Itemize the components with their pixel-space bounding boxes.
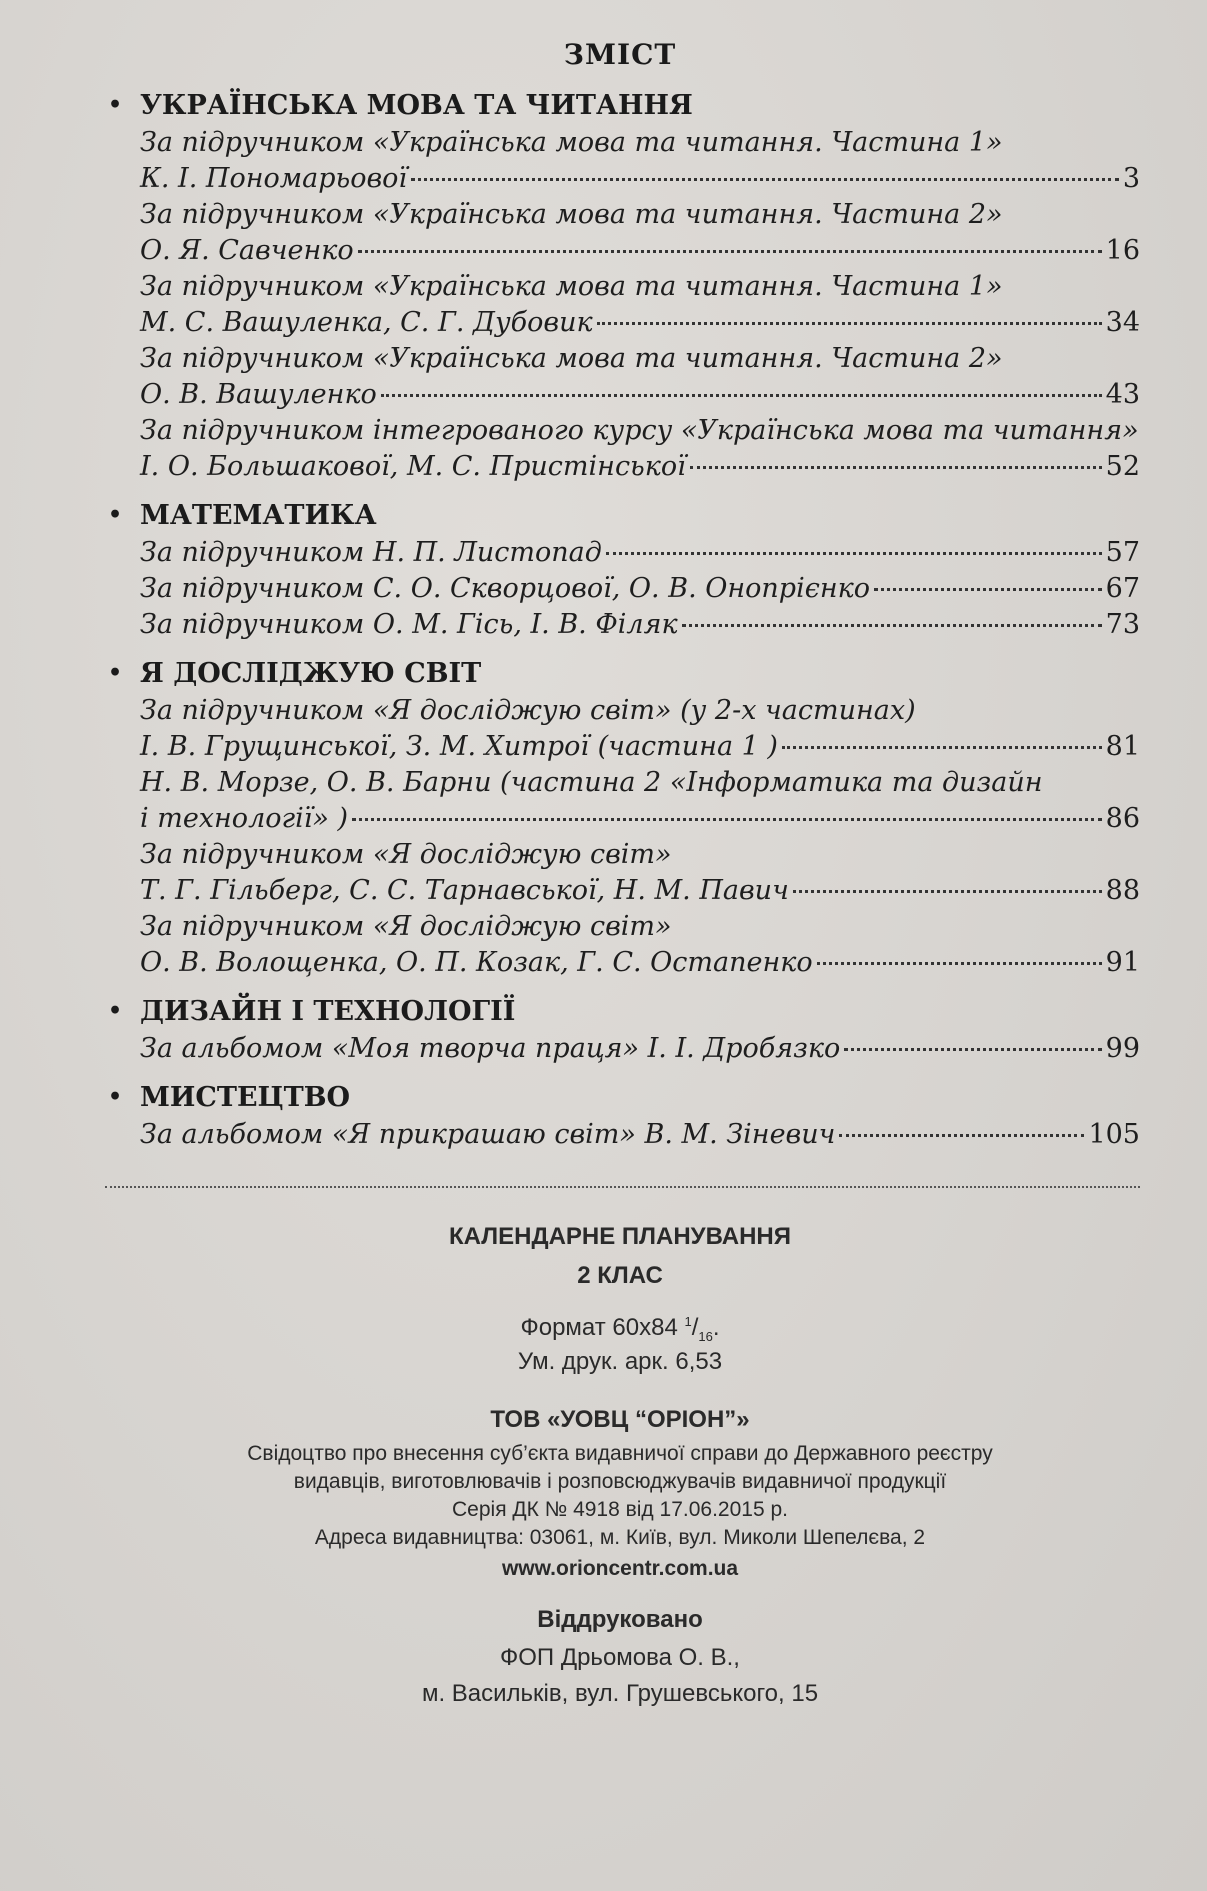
- toc-entry[interactable]: [100, 571, 1140, 607]
- bullet-icon: •: [108, 660, 123, 686]
- entry-author: Т. Г. Гільберг, С. С. Тарнавської, Н. М. Павич: [140, 875, 789, 906]
- entry-author: За альбомом «Я прикрашаю світ» В. М. Зіневич: [140, 1119, 836, 1150]
- entry-leader-line: [140, 801, 1140, 837]
- entry-title: За підручником «Я досліджую світ»: [140, 839, 672, 870]
- page-number: 73: [1105, 609, 1140, 640]
- imprint-print-sheets: Ум. друк. арк. 6,53: [517, 1348, 723, 1375]
- format-denominator: 16: [698, 1328, 713, 1344]
- entry-author: і технології» ): [140, 803, 349, 834]
- section-heading-text: Я ДОСЛІДЖУЮ СВІТ: [140, 657, 482, 689]
- toc-entry[interactable]: [100, 197, 1140, 269]
- entry-leader-line: [140, 571, 1140, 607]
- toc-section: [100, 1077, 1140, 1153]
- certificate-line-1: Свідоцтво про внесення суб’єкта видавничої справи до Державного реєстру: [247, 1442, 993, 1465]
- dot-leader: [358, 250, 1102, 253]
- dot-leader: [793, 890, 1102, 893]
- toc-title: ЗМІСТ: [563, 38, 677, 71]
- toc-entry[interactable]: [100, 413, 1140, 485]
- page-number: 43: [1105, 379, 1140, 410]
- dot-leader: [682, 624, 1102, 627]
- entry-leader-line: [140, 161, 1140, 197]
- toc-entry[interactable]: [100, 125, 1140, 197]
- entry-title: Н. В. Морзе, О. В. Барни (частина 2 «Інформатика та дизайн: [140, 767, 1043, 798]
- section-heading: [100, 1077, 1140, 1117]
- page-number: 52: [1105, 451, 1140, 482]
- printer-address: м. Васильків, вул. Грушевського, 15: [421, 1680, 819, 1707]
- entry-title: За підручником «Українська мова та читання. Частина 2»: [140, 199, 1003, 230]
- toc-entry[interactable]: [100, 765, 1140, 837]
- format-prefix: Формат 60х84: [520, 1314, 685, 1341]
- section-heading: [100, 495, 1140, 535]
- divider: [105, 1186, 1140, 1188]
- toc-section: [100, 991, 1140, 1067]
- imprint: [100, 1220, 1140, 1712]
- entry-author: І. О. Большакової, М. С. Пристінської: [140, 451, 686, 482]
- toc-section: [100, 85, 1140, 485]
- dot-leader: [874, 588, 1102, 591]
- imprint-class: 2 КЛАС: [577, 1262, 663, 1289]
- section-heading: [100, 85, 1140, 125]
- entry-author: За підручником С. О. Скворцової, О. В. Онопрієнко: [140, 573, 871, 604]
- section-heading: [100, 991, 1140, 1031]
- certificate-line-2: видавців, виготовлювачів і розповсюджувачів видавничої продукції: [293, 1470, 947, 1493]
- section-heading-text: МАТЕМАТИКА: [140, 499, 377, 531]
- page-number: 3: [1122, 163, 1140, 194]
- entry-leader-line: [140, 873, 1140, 909]
- entry-leader-line: [140, 449, 1140, 485]
- format-slash: /: [691, 1314, 699, 1341]
- entry-title: За підручником «Українська мова та читання. Частина 1»: [140, 127, 1003, 158]
- entry-leader-line: [140, 305, 1140, 341]
- entry-leader-line: [140, 1117, 1140, 1153]
- toc-entry[interactable]: [100, 269, 1140, 341]
- toc-section: [100, 495, 1140, 643]
- page-number: 99: [1105, 1033, 1140, 1064]
- website-link[interactable]: www.orioncentr.com.ua: [501, 1557, 739, 1580]
- entry-author: М. С. Вашуленка, С. Г. Дубовик: [140, 307, 593, 338]
- bullet-icon: •: [108, 92, 123, 118]
- entry-title: За підручником інтегрованого курсу «Українська мова та читання»: [140, 415, 1139, 446]
- entry-title: За підручником «Українська мова та читання. Частина 2»: [140, 343, 1003, 374]
- entry-leader-line: [140, 233, 1140, 269]
- toc-entry[interactable]: [100, 909, 1140, 981]
- entry-author: О. В. Вашуленко: [140, 379, 377, 410]
- toc-entry[interactable]: [100, 1117, 1140, 1153]
- entry-title: За підручником «Я досліджую світ»: [140, 911, 672, 942]
- dot-leader: [352, 818, 1102, 821]
- entry-title: За підручником «Я досліджую світ» (у 2-х частинах): [140, 695, 916, 726]
- dot-leader: [839, 1134, 1084, 1137]
- page-number: 67: [1105, 573, 1140, 604]
- dot-leader: [817, 962, 1102, 965]
- dot-leader: [597, 322, 1102, 325]
- entry-author: І. В. Грущинської, З. М. Хитрої (частина 1 ): [140, 731, 778, 762]
- dot-leader: [381, 394, 1102, 397]
- page-number: 34: [1105, 307, 1140, 338]
- bullet-icon: •: [108, 1084, 123, 1110]
- dot-leader: [782, 746, 1102, 749]
- dot-leader: [606, 552, 1102, 555]
- dot-leader: [844, 1048, 1101, 1051]
- format-numerator: 1: [684, 1314, 692, 1329]
- toc-entry[interactable]: [100, 535, 1140, 571]
- bullet-icon: •: [108, 998, 123, 1024]
- certificate-line-3: Серія ДК № 4918 від 17.06.2015 р.: [452, 1498, 788, 1521]
- format-end: .: [712, 1314, 720, 1341]
- page-number: 16: [1105, 235, 1140, 266]
- entry-author: За підручником О. М. Гісь, І. В. Філяк: [140, 609, 678, 640]
- page-number: 81: [1105, 731, 1140, 762]
- section-heading-text: ДИЗАЙН І ТЕХНОЛОГІЇ: [140, 995, 516, 1027]
- toc-entry[interactable]: [100, 693, 1140, 765]
- entry-leader-line: [140, 1031, 1140, 1067]
- publisher-address: Адреса видавництва: 03061, м. Київ, вул. Миколи Шепелєва, 2: [314, 1526, 926, 1549]
- entry-author: О. Я. Савченко: [140, 235, 354, 266]
- bullet-icon: •: [108, 502, 123, 528]
- toc-entry[interactable]: [100, 607, 1140, 643]
- entry-leader-line: [140, 377, 1140, 413]
- dot-leader: [690, 466, 1102, 469]
- section-heading-text: МИСТЕЦТВО: [140, 1081, 351, 1113]
- toc-entry[interactable]: [100, 1031, 1140, 1067]
- page-number: 91: [1105, 947, 1140, 978]
- page-number: 57: [1105, 537, 1140, 568]
- printer-name: ФОП Дрьомова О. В.,: [500, 1644, 740, 1671]
- entry-leader-line: [140, 535, 1140, 571]
- toc-entry[interactable]: [100, 341, 1140, 413]
- entry-title: За підручником «Українська мова та читання. Частина 1»: [140, 271, 1003, 302]
- entry-leader-line: [140, 607, 1140, 643]
- toc-section: [100, 653, 1140, 981]
- page-number: 86: [1105, 803, 1140, 834]
- toc-sections: [100, 85, 1140, 1153]
- dot-leader: [411, 178, 1119, 181]
- entry-author: За альбомом «Моя творча праця» І. І. Дробязко: [140, 1033, 841, 1064]
- entry-author: К. І. Пономарьової: [140, 163, 408, 194]
- table-of-contents: [100, 30, 1140, 1163]
- imprint-publisher: ТОВ «УОВЦ “ОРІОН”»: [490, 1406, 750, 1433]
- section-heading-text: УКРАЇНСЬКА МОВА ТА ЧИТАННЯ: [140, 89, 693, 121]
- section-heading: [100, 653, 1140, 693]
- entry-leader-line: [140, 945, 1140, 981]
- page-number: 105: [1088, 1119, 1140, 1150]
- imprint-title: КАЛЕНДАРНЕ ПЛАНУВАННЯ: [449, 1223, 791, 1250]
- printed-label: Віддруковано: [537, 1606, 703, 1633]
- entry-author: О. В. Волощенка, О. П. Козак, Г. С. Остапенко: [140, 947, 813, 978]
- entry-leader-line: [140, 729, 1140, 765]
- page-number: 88: [1105, 875, 1140, 906]
- imprint-format: [100, 1306, 1140, 1344]
- toc-entry[interactable]: [100, 837, 1140, 909]
- entry-author: За підручником Н. П. Листопад: [140, 537, 602, 568]
